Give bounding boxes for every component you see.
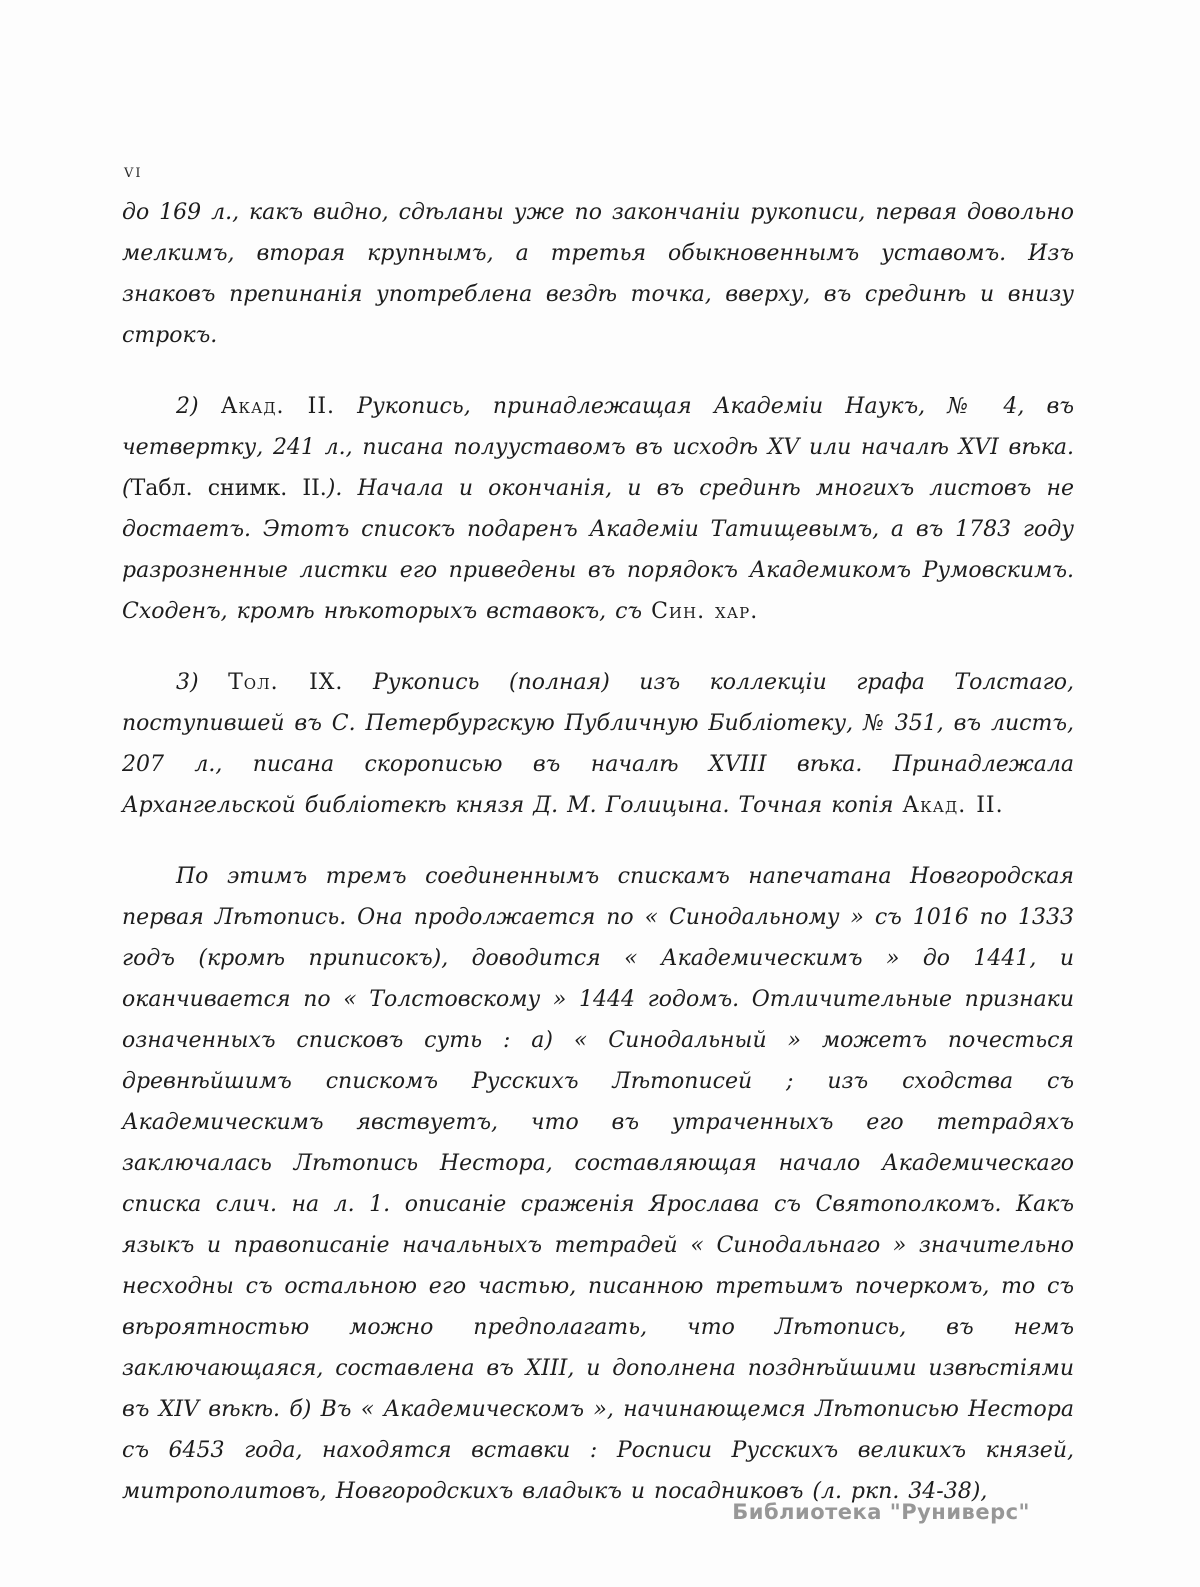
text-run: 3): [176, 670, 229, 695]
text-run: 2): [176, 394, 221, 419]
text-run: до 169 л., какъ видно, сдѣланы уже по закончаніи рукописи, первая довольно мелкимъ, вторая крупнымъ, а третья обыкновеннымъ уставомъ. Изъ знаковъ препинанія употреблена вездѣ точка, вверху, въ срединѣ и внизу строкъ.: [122, 200, 1074, 348]
text-run-smallcaps: Тол. IX.: [228, 670, 344, 695]
text-run-smallcaps: Акад. II.: [902, 793, 1004, 818]
paragraph-chronicle-description: [122, 856, 1074, 1512]
text-run: Рукопись (полная) изъ коллекціи графа Толстаго, поступившей въ С. Петербургскую Публичную Библіотеку, № 351, въ листъ, 207 л., писана скорописью въ началѣ XVIII вѣка. Принадлежала Архангельской библіотекѣ князя Д. М. Голицына. Точная копія: [122, 670, 1075, 818]
paragraph-continuation: [122, 192, 1074, 356]
paragraph-tol-manuscript: [122, 662, 1074, 826]
text-block: [122, 192, 1074, 1512]
text-run-smallcaps: Акад. II.: [220, 394, 336, 419]
text-run: По этимъ тремъ соединеннымъ спискамъ напечатана Новгородская первая Лѣтопись. Она продолжается по « Синодальному » съ 1016 по 1333 годъ (кромѣ приписокъ), доводится « Академическимъ » до 1441, и оканчивается по « Толстовскому » 1444 годомъ. Отличительные признаки означенныхъ списковъ суть : а) « Синодальный » можетъ почесться древнѣйшимъ спискомъ Русскихъ Лѣтописей ; изъ сходства съ Академическимъ явствуетъ, что въ утраченныхъ его тетрадяхъ заключалась Лѣтопись Нестора, составляющая начало Академическаго списка слич. на л. 1. описаніе сраженія Ярослава съ Святополкомъ. Какъ языкъ и правописаніе начальныхъ тетрадей « Синодальнаго » значительно несходны съ остальною его частью, писанною третьимъ почеркомъ, то съ вѣроятностью можно предполагать, что Лѣтопись, въ немъ заключающаяся, составлена въ XIII, и дополнена позднѣйшими извѣстіями въ XIV вѣкѣ. б) Въ « Академическомъ », начинающемся Лѣтописью Нестора съ 6453 года, находятся вставки : Росписи Русскихъ великихъ князей, митрополитовъ, Новгородскихъ владыкъ и посадниковъ (л. ркп. 34-38),: [122, 864, 1074, 1504]
text-run-smallcaps: Син. хар.: [651, 599, 759, 624]
library-watermark: Библиотека "Руниверс": [732, 1500, 1030, 1524]
page-number: vi: [124, 160, 143, 182]
paragraph-akad-manuscript: [122, 386, 1074, 632]
text-run-roman: Табл. снимк. II.: [130, 476, 327, 501]
text-run: Рукопись, принадлежащая Академіи Наукъ, № 4, въ четвертку, 241 л., писана полууставомъ въ исходѣ XV или началѣ XVI вѣка. (: [122, 394, 1074, 501]
text-run: ). Начала и окончанія, и въ срединѣ многихъ листовъ не достаетъ. Этотъ списокъ подаренъ Академіи Татищевымъ, а въ 1783 году разрозненные листки его приведены въ порядокъ Академикомъ Румовскимъ. Сходенъ, кромѣ нѣкоторыхъ вставокъ, съ: [122, 476, 1074, 624]
